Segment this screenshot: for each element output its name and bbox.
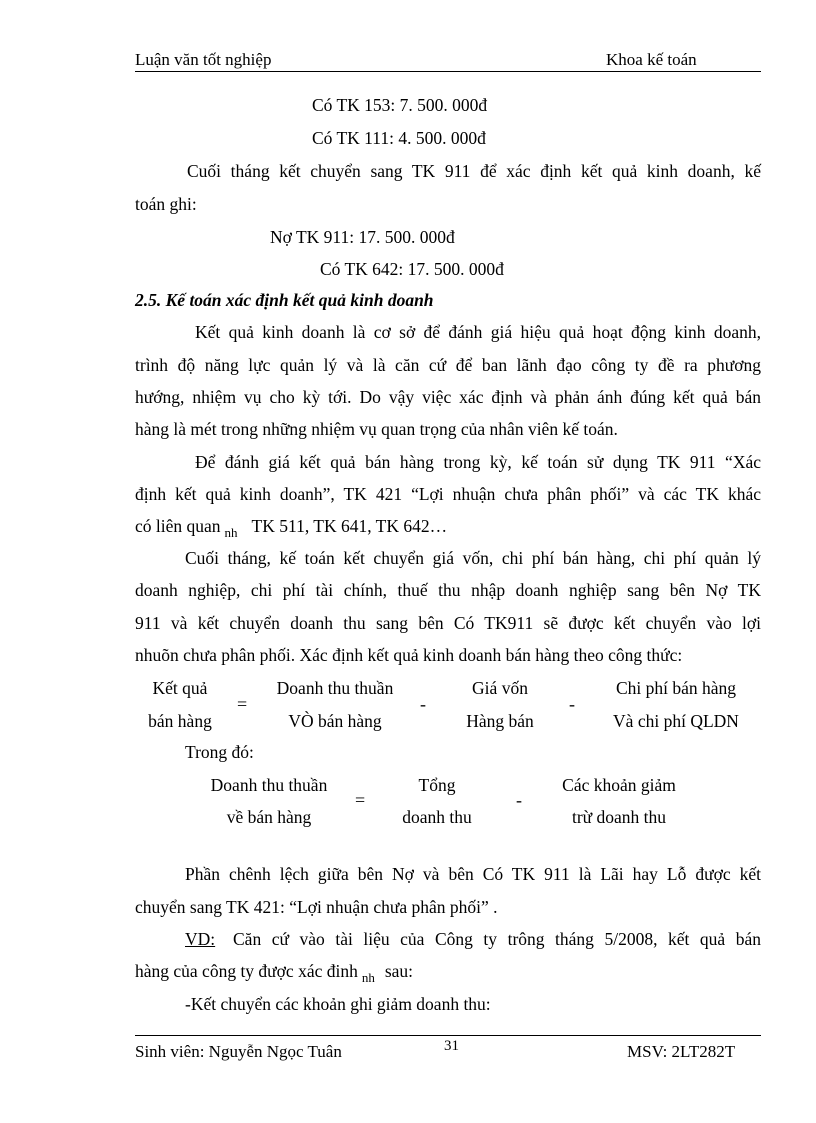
header-left: Luận văn tốt nghiệp	[135, 50, 272, 69]
text-fragment: TK 511, TK 641, TK 642…	[251, 516, 448, 536]
minus-sign: -	[569, 694, 575, 714]
minus-sign: -	[420, 694, 426, 714]
footer-right: MSV: 2LT282T	[627, 1042, 736, 1061]
example-label	[185, 929, 215, 950]
bullet-line: -Kết chuyển các khoản ghi giảm doanh thu:	[185, 994, 491, 1014]
formula-term: Hàng bán	[466, 711, 534, 731]
header-rule	[135, 71, 761, 72]
paragraph-line: Phần chênh lệch giữa bên Nợ và bên Có TK 911 là Lãi hay Lỗ được kết	[185, 864, 761, 884]
footer-rule	[135, 1035, 761, 1036]
formula-term: Doanh thu thuần	[276, 678, 394, 698]
entry-line: Có TK 642: 17. 500. 000đ	[320, 259, 504, 279]
paragraph-line	[135, 961, 414, 985]
formula-term: Và chi phí QLDN	[613, 711, 739, 731]
paragraph-line: toán ghi:	[135, 194, 197, 214]
text-fragment: có liên quan	[135, 516, 221, 536]
paragraph-line: Cuối tháng kết chuyển sang TK 911 để xác định kết quả kinh doanh, kế	[187, 161, 761, 181]
paragraph-line: hàng là mét trong những nhiệm vụ quan trọng của nhân viên kế toán.	[135, 419, 618, 439]
paragraph-line: chuyển sang TK 421: “Lợi nhuận chưa phân phối” .	[135, 897, 498, 917]
formula-term: Doanh thu thuần	[210, 775, 328, 795]
formula-term: Kết quả	[152, 678, 208, 698]
entry-line: Có TK 111: 4. 500. 000đ	[312, 128, 486, 148]
subscript-fragment: nh	[361, 970, 375, 985]
paragraph-line	[135, 516, 448, 540]
trong-do-label: Trong đó:	[185, 742, 254, 762]
page-number: 31	[444, 1038, 459, 1054]
paragraph-line: nhuõn chưa phân phối. Xác định kết quả kinh doanh bán hàng theo công thức:	[135, 645, 683, 665]
header-right: Khoa kế toán	[606, 50, 697, 69]
paragraph-line: Căn cứ vào tài liệu của Công ty trông tháng 5/2008, kết quả bán	[233, 929, 761, 949]
paragraph-line: Để đánh giá kết quả bán hàng trong kỳ, kế toán sử dụng TK 911 “Xác	[195, 452, 761, 472]
paragraph-line: định kết quả kinh doanh”, TK 421 “Lợi nhuận chưa phân phối” và các TK khác	[135, 484, 761, 504]
formula-term: Giá vốn	[472, 678, 528, 698]
formula-term: bán hàng	[148, 711, 212, 731]
paragraph-line: doanh nghiệp, chi phí tài chính, thuế thu nhập doanh nghiệp sang bên Nợ TK	[135, 580, 761, 600]
section-heading: 2.5. Kế toán xác định kết quả kinh doanh	[135, 290, 434, 310]
footer-left: Sinh viên: Nguyễn Ngọc Tuân	[135, 1042, 342, 1061]
formula-term: VÒ bán hàng	[288, 711, 382, 731]
equals-sign: =	[237, 694, 248, 714]
entry-line: Có TK 153: 7. 500. 000đ	[312, 95, 488, 115]
formula-term: doanh thu	[402, 807, 472, 827]
formula-term: Các khoản giảm	[562, 775, 676, 795]
paragraph-line: Cuối tháng, kế toán kết chuyển giá vốn, chi phí bán hàng, chi phí quản lý	[185, 548, 761, 568]
formula-term: Chi phí bán hàng	[615, 678, 737, 698]
entry-line: Nợ TK 911: 17. 500. 000đ	[270, 227, 455, 247]
equals-sign: =	[355, 790, 366, 810]
text-fragment: hàng của công ty được xác đinh	[135, 961, 358, 981]
paragraph-line: 911 và kết chuyển doanh thu sang bên Có TK911 sẽ được kết chuyển vào lợi	[135, 613, 761, 633]
paragraph-line: Kết quả kinh doanh là cơ sở để đánh giá hiệu quả hoạt động kinh doanh,	[195, 322, 761, 342]
formula-term: Tổng	[418, 775, 456, 795]
example-label-text: VD:	[185, 929, 216, 949]
paragraph-line: hướng, nhiệm vụ cho kỳ tới. Do vậy việc xác định và phản ánh đúng kết quả bán	[135, 387, 761, 407]
formula-term: về bán hàng	[226, 807, 312, 827]
formula-term: trừ doanh thu	[571, 807, 667, 827]
paragraph-line: trình độ năng lực quản lý và là căn cứ để ban lãnh đạo công ty đề ra phương	[135, 355, 761, 375]
minus-sign: -	[516, 790, 522, 810]
subscript-fragment: nh	[224, 525, 238, 540]
text-fragment: sau:	[384, 961, 414, 981]
